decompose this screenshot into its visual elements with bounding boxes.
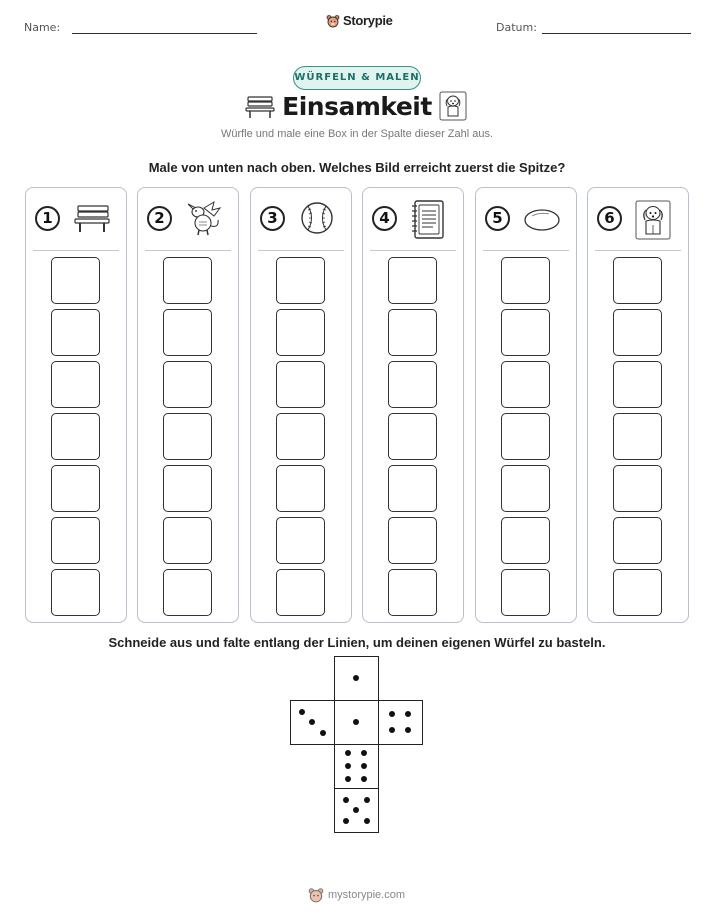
column-number: 1 <box>35 206 60 231</box>
color-box[interactable] <box>613 569 662 616</box>
color-box[interactable] <box>501 309 550 356</box>
color-box[interactable] <box>51 517 100 564</box>
die-pip <box>361 750 367 756</box>
color-box[interactable] <box>51 257 100 304</box>
color-box[interactable] <box>501 361 550 408</box>
color-box[interactable] <box>276 257 325 304</box>
die-pip <box>405 711 411 717</box>
bear-logo-icon <box>308 887 324 903</box>
die-face <box>334 744 379 789</box>
storypie-logo <box>326 13 393 28</box>
die-pip <box>405 727 411 733</box>
die-pip <box>353 675 359 681</box>
die-pip <box>345 750 351 756</box>
die-face <box>378 700 423 745</box>
column-header <box>251 198 351 240</box>
die-pip <box>320 730 326 736</box>
logo-text: Storypie <box>343 13 393 28</box>
cut-instruction: Schneide aus und falte entlang der Linien, um deinen eigenen Würfel zu basteln. <box>108 635 606 650</box>
color-box[interactable] <box>163 569 212 616</box>
die-pip <box>345 763 351 769</box>
dog-icon <box>634 200 672 240</box>
color-box[interactable] <box>163 465 212 512</box>
color-box[interactable] <box>276 569 325 616</box>
die-pip <box>353 719 359 725</box>
column-number: 4 <box>372 206 397 231</box>
color-box[interactable] <box>163 517 212 564</box>
color-box[interactable] <box>613 465 662 512</box>
column-5 <box>475 187 577 623</box>
color-box[interactable] <box>51 569 100 616</box>
color-box[interactable] <box>501 257 550 304</box>
column-header <box>476 198 576 240</box>
name-line[interactable] <box>72 33 257 34</box>
color-box[interactable] <box>163 309 212 356</box>
column-number: 2 <box>147 206 172 231</box>
die-pip <box>343 818 349 824</box>
color-box[interactable] <box>501 413 550 460</box>
color-box[interactable] <box>613 309 662 356</box>
die-pip <box>361 763 367 769</box>
color-box[interactable] <box>388 413 437 460</box>
column-number: 6 <box>597 206 622 231</box>
die-pip <box>353 807 359 813</box>
column-header <box>138 198 238 240</box>
color-box[interactable] <box>388 361 437 408</box>
footer <box>308 887 405 903</box>
die-pip <box>345 776 351 782</box>
color-box[interactable] <box>276 517 325 564</box>
color-box[interactable] <box>613 361 662 408</box>
color-box[interactable] <box>51 465 100 512</box>
die-pip <box>299 709 305 715</box>
die-face <box>334 700 379 745</box>
die-face <box>334 656 379 701</box>
instruction: Male von unten nach oben. Welches Bild erreicht zuerst die Spitze? <box>148 160 566 175</box>
color-box[interactable] <box>276 361 325 408</box>
stone-icon <box>522 200 562 236</box>
dragon-icon <box>184 200 224 238</box>
column-1 <box>25 187 127 623</box>
die-face <box>290 700 335 745</box>
die-pip <box>361 776 367 782</box>
die-pip <box>389 727 395 733</box>
column-number: 3 <box>260 206 285 231</box>
column-4 <box>362 187 464 623</box>
color-box[interactable] <box>388 257 437 304</box>
bench-icon <box>245 95 275 119</box>
name-label: Name: <box>24 21 61 34</box>
die-pip <box>389 711 395 717</box>
date-line[interactable] <box>542 33 691 34</box>
color-box[interactable] <box>276 465 325 512</box>
column-header <box>26 198 126 240</box>
color-box[interactable] <box>501 569 550 616</box>
color-box[interactable] <box>501 517 550 564</box>
activity-badge: WÜRFELN & MALEN <box>293 66 421 90</box>
color-box[interactable] <box>388 309 437 356</box>
column-2 <box>137 187 239 623</box>
color-box[interactable] <box>163 257 212 304</box>
footer-url: mystorypie.com <box>328 889 406 901</box>
bench-icon <box>72 200 112 236</box>
die-pip <box>309 719 315 725</box>
color-box[interactable] <box>51 361 100 408</box>
column-6 <box>587 187 689 623</box>
baseball-icon <box>297 200 337 236</box>
column-number: 5 <box>485 206 510 231</box>
date-label: Datum: <box>496 21 537 34</box>
color-box[interactable] <box>388 569 437 616</box>
color-box[interactable] <box>613 257 662 304</box>
color-box[interactable] <box>388 517 437 564</box>
color-box[interactable] <box>163 413 212 460</box>
color-box[interactable] <box>501 465 550 512</box>
subtitle: Würfle und male eine Box in der Spalte dieser Zahl aus. <box>220 128 494 140</box>
color-box[interactable] <box>51 309 100 356</box>
color-box[interactable] <box>388 465 437 512</box>
color-box[interactable] <box>276 309 325 356</box>
column-header <box>363 198 463 240</box>
page-title: Einsamkeit <box>282 92 432 121</box>
die-pip <box>343 797 349 803</box>
column-3 <box>250 187 352 623</box>
bear-logo-icon <box>326 14 340 28</box>
color-box[interactable] <box>613 413 662 460</box>
color-box[interactable] <box>276 413 325 460</box>
color-box[interactable] <box>613 517 662 564</box>
dog-icon <box>439 91 467 121</box>
die-pip <box>364 797 370 803</box>
column-header <box>588 198 688 240</box>
die-face <box>334 788 379 833</box>
color-box[interactable] <box>163 361 212 408</box>
color-box[interactable] <box>51 413 100 460</box>
notebook-icon <box>409 200 449 240</box>
die-pip <box>364 818 370 824</box>
